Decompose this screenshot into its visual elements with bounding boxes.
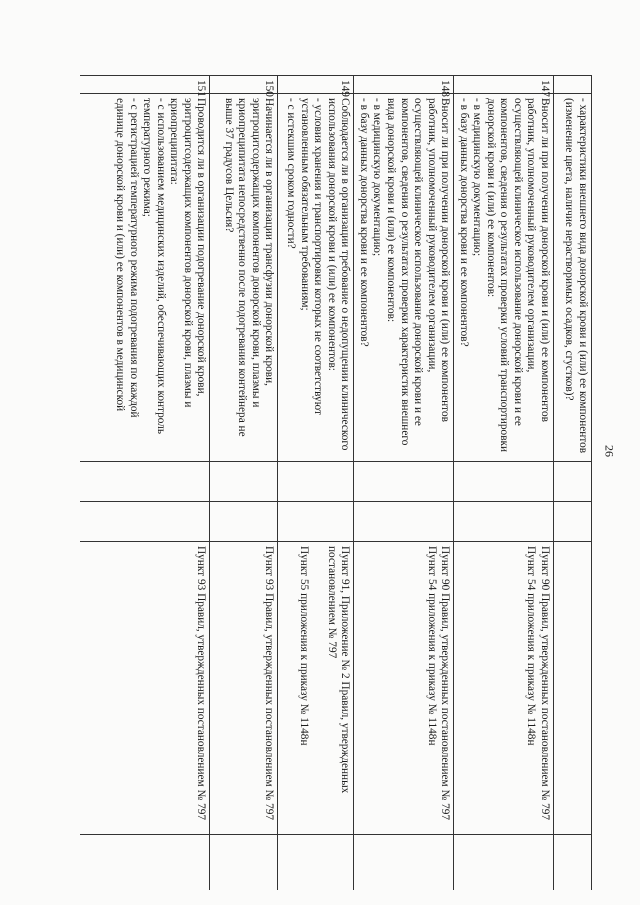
answer-no-cell[interactable] [354, 502, 454, 542]
legal-reference-cell [278, 542, 354, 835]
row-number [554, 76, 592, 94]
question-subitem: - условия хранения и транспортировки которых не соответствуют установленным обязательным требованиям; [298, 98, 325, 415]
page-number: 26 [602, 445, 617, 457]
question-cell [554, 94, 592, 462]
question-cell [354, 94, 454, 462]
answer-no-cell[interactable] [278, 502, 354, 542]
answer-no-cell[interactable] [554, 502, 592, 542]
legal-reference: Пункт 93 Правил, утвержденных постановлением № 797 [195, 546, 208, 821]
legal-reference-cell [354, 542, 454, 835]
notes-cell[interactable] [454, 835, 554, 891]
table-row [210, 76, 278, 891]
row-number: 151 [80, 76, 210, 94]
question-subitem: - в медицинскую документацию; [371, 98, 384, 257]
notes-cell[interactable] [554, 835, 592, 891]
row-number: 150 [210, 76, 278, 94]
legal-reference-cell [554, 542, 592, 835]
answer-no-cell[interactable] [80, 502, 210, 542]
row-number: 147 [454, 76, 554, 94]
legal-reference: Пункт 54 приложения к приказу № 1148н [425, 546, 438, 746]
question-text: Вносит ли при получении донорской крови и (или) ее компонентов работник, уполномоченный руководителем организации, осуществляющей клиническое использование донорской крови и ее компонентов, сведения о результатах проверки условий транспортировки донорской крови и (или) ее компонентов: [484, 98, 551, 453]
question-subitem: - в базу данных донорства крови и ее компонентов? [357, 98, 370, 347]
legal-reference: Пункт 90 Правил, утвержденных постановлением № 797 [539, 546, 551, 821]
answer-yes-cell[interactable] [554, 462, 592, 502]
question-subitem: - с истекшим сроком годности? [285, 98, 298, 249]
answer-yes-cell[interactable] [454, 462, 554, 502]
answer-yes-cell[interactable] [278, 462, 354, 502]
table-row [80, 76, 210, 891]
question-text: Соблюдается ли в организации требование о недопущении клинического использования донорской крови и (или) ее компонентов: [325, 98, 352, 451]
question-text: Проводится ли в организации подогревание донорской крови, эритроцитсодержащих компонентов донорской крови, плазмы и криопреципитата: [168, 98, 208, 408]
row-number: 149 [278, 76, 354, 94]
answer-no-cell[interactable] [210, 502, 278, 542]
question-cell [210, 94, 278, 462]
answer-yes-cell[interactable] [354, 462, 454, 502]
notes-cell[interactable] [210, 835, 278, 891]
notes-cell[interactable] [278, 835, 354, 891]
legal-reference: Пункт 90 Правил, утвержденных постановлением № 797 [439, 546, 452, 821]
checklist-table [80, 75, 592, 890]
table-row [278, 76, 354, 891]
answer-yes-cell[interactable] [210, 462, 278, 502]
question-text: Вносит ли при получении донорской крови и (или) ее компонентов работник, уполномоченный руководителем организации, осуществляющей клиническое использование донорской крови и ее компонентов, сведения о результатах проверки характеристик внешнего вида донорской крови и (или) ее компонентов: [384, 98, 452, 446]
table-row [454, 76, 554, 891]
answer-no-cell[interactable] [454, 502, 554, 542]
notes-cell[interactable] [354, 835, 454, 891]
legal-reference: Пункт 55 приложения к приказу № 1148н [298, 546, 311, 746]
question-subitem: - в базу данных донорства крови и ее компонентов? [457, 98, 470, 347]
legal-reference: Пункт 91, Приложение № 2 Правил, утвержденных постановлением № 797 [325, 546, 352, 794]
legal-reference-cell [80, 542, 210, 835]
question-cell [454, 94, 554, 462]
question-subitem: - с регистрацией температурного режима подогревания по каждой единице донорской крови и (или) ее компонентов в медицинской [114, 98, 140, 418]
row-number: 148 [354, 76, 454, 94]
reference-spacer [310, 546, 324, 830]
table-row [354, 76, 454, 891]
notes-cell[interactable] [80, 835, 210, 891]
rotated-table-wrapper [80, 75, 592, 890]
question-cell [278, 94, 354, 462]
question-cell [80, 94, 210, 462]
answer-yes-cell[interactable] [80, 462, 210, 502]
question-text: - характеристики внешнего вида донорской крови и (или) ее компонентов (изменение цвета, наличие нерастворимых осадков, сгустков)? [563, 98, 589, 454]
question-text: Начинается ли в организации трансфузии донорской крови, эритроцитсодержащих компонентов донорской крови, плазмы и криопреципитата непосредственно после подогревания контейнера не выше 37 градусов Цельсия? [222, 98, 276, 437]
rotated-page-area [80, 75, 592, 890]
question-subitem: - в медицинскую документацию; [471, 98, 484, 257]
legal-reference: Пункт 54 приложения к приказу № 1148н [525, 546, 538, 746]
question-subitem: - с использованием медицинских изделий, обеспечивающих контроль температурного режима; [141, 98, 167, 435]
legal-reference: Пункт 93 Правил, утвержденных постановлением № 797 [263, 546, 276, 821]
legal-reference-cell [454, 542, 554, 835]
table-row [554, 76, 592, 891]
legal-reference-cell [210, 542, 278, 835]
